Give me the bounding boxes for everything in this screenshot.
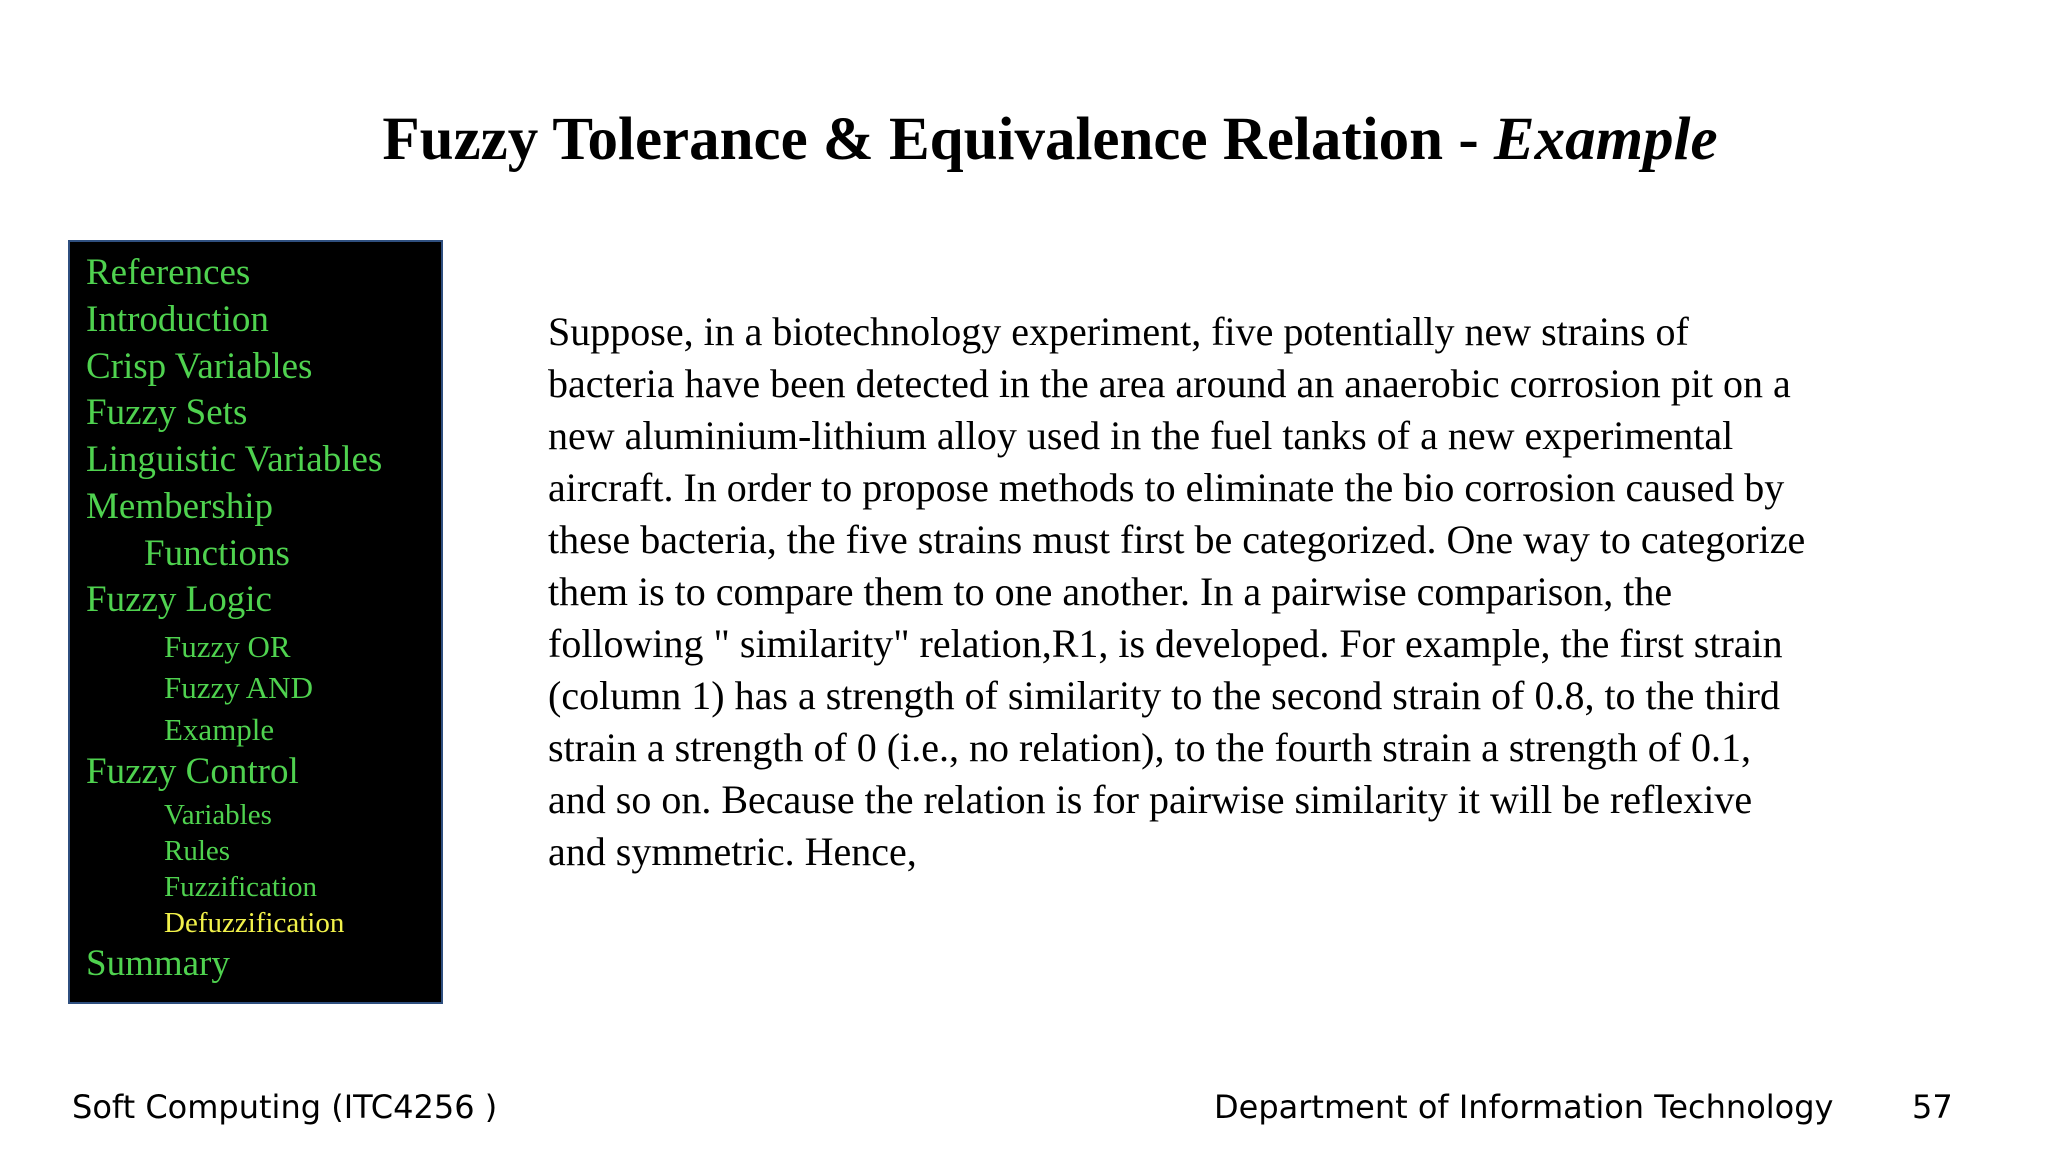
nav-item-membership-functions[interactable]: Functions <box>144 533 290 574</box>
slide-title <box>0 100 2048 180</box>
nav-item-membership[interactable]: Membership <box>86 486 274 527</box>
body-line: aircraft. In order to propose methods to eliminate the bio corrosion caused by <box>548 465 1785 510</box>
body-paragraph <box>548 306 1968 878</box>
footer-course-name: Soft Computing (ITC4256 ) <box>72 1088 498 1126</box>
nav-item-example[interactable]: Example <box>164 712 275 747</box>
body-line: Suppose, in a biotechnology experiment, five potentially new strains of <box>548 309 1689 354</box>
body-line: bacteria have been detected in the area around an anaerobic corrosion pit on a <box>548 361 1791 406</box>
footer-department: Department of Information Technology <box>1214 1088 1834 1126</box>
nav-item-fuzzy-and[interactable]: Fuzzy AND <box>164 670 313 705</box>
body-line: these bacteria, the five strains must first be categorized. One way to categorize <box>548 517 1806 562</box>
topic-navigation-panel <box>68 240 443 1004</box>
slide-title-main: Fuzzy Tolerance & Equivalence Relation - <box>382 106 1494 173</box>
body-line: and so on. Because the relation is for pairwise similarity it will be reflexive <box>548 777 1753 822</box>
body-line: them is to compare them to one another. In a pairwise comparison, the <box>548 569 1673 614</box>
nav-item-introduction[interactable]: Introduction <box>86 299 269 340</box>
nav-item-fuzzification[interactable]: Fuzzification <box>164 871 318 903</box>
body-line: new aluminium-lithium alloy used in the fuel tanks of a new experimental <box>548 413 1734 458</box>
nav-item-defuzzification[interactable]: Defuzzification <box>164 907 345 939</box>
nav-item-variables[interactable]: Variables <box>164 799 272 831</box>
nav-item-crisp-variables[interactable]: Crisp Variables <box>86 346 313 387</box>
nav-item-linguistic-variables[interactable]: Linguistic Variables <box>86 439 383 480</box>
footer-page-number: 57 <box>1912 1088 1953 1126</box>
nav-item-fuzzy-sets[interactable]: Fuzzy Sets <box>86 392 248 433</box>
nav-item-fuzzy-control[interactable]: Fuzzy Control <box>86 751 299 792</box>
body-line: strain a strength of 0 (i.e., no relation), to the fourth strain a strength of 0.1, <box>548 725 1752 770</box>
nav-item-rules[interactable]: Rules <box>164 835 231 867</box>
body-line: (column 1) has a strength of similarity to the second strain of 0.8, to the third <box>548 673 1780 718</box>
nav-item-fuzzy-logic[interactable]: Fuzzy Logic <box>86 579 272 620</box>
slide-title-italic: Example <box>1493 106 1718 173</box>
nav-item-summary[interactable]: Summary <box>86 943 230 984</box>
body-line: and symmetric. Hence, <box>548 829 917 874</box>
body-line: following " similarity" relation,R1, is developed. For example, the first strain <box>548 621 1783 666</box>
nav-item-references[interactable]: References <box>86 252 251 293</box>
nav-item-fuzzy-or[interactable]: Fuzzy OR <box>164 629 291 664</box>
